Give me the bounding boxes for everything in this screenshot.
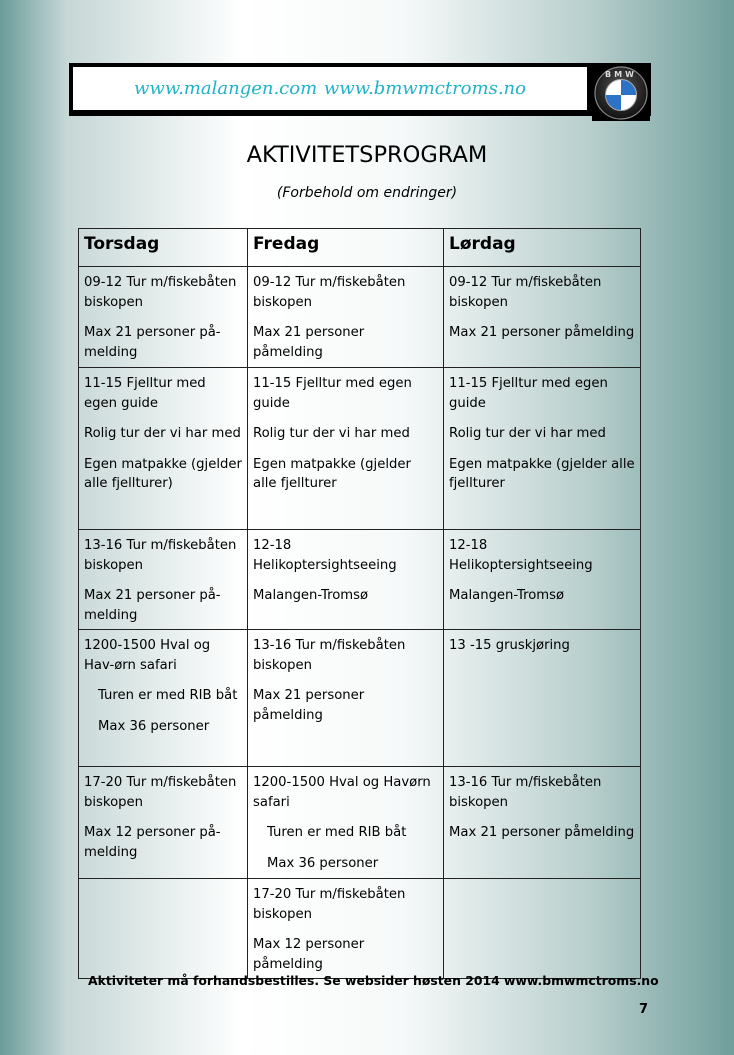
schedule-cell bbox=[79, 368, 248, 530]
schedule-body bbox=[79, 267, 641, 979]
activity-line: Rolig tur der vi har med bbox=[84, 426, 241, 441]
table-row bbox=[79, 267, 641, 368]
activity-line: Egen matpakke (gjelder alle fjellturer) bbox=[84, 456, 242, 491]
activity-line: Max 21 personer påmelding bbox=[449, 825, 635, 840]
activity-line: Malangen-Tromsø bbox=[253, 588, 369, 603]
activity-line: Max 21 personer på-melding bbox=[84, 325, 221, 360]
day-header: Lørdag bbox=[444, 229, 641, 267]
schedule-cell bbox=[444, 267, 641, 368]
activity-line: Rolig tur der vi har med bbox=[449, 426, 606, 441]
activity-line: 1200-1500 Hval og Hav-ørn safari bbox=[84, 638, 211, 673]
footer-note: Aktiviteter må forhandsbestilles. Se websider høsten 2014 www.bmwmctroms.no bbox=[88, 973, 659, 988]
activity-line: Max 12 personer påmelding bbox=[253, 937, 365, 972]
activity-line: Max 21 personer påmelding bbox=[449, 325, 635, 340]
schedule-cell bbox=[444, 879, 641, 979]
schedule-cell bbox=[248, 530, 444, 630]
page-number: 7 bbox=[639, 1002, 649, 1017]
bmw-logo-icon bbox=[592, 64, 650, 121]
activity-line: 13-16 Tur m/fiskebåten biskopen bbox=[449, 775, 602, 810]
activity-line: Malangen-Tromsø bbox=[449, 588, 565, 603]
activity-line: Max 36 personer bbox=[98, 718, 210, 734]
activity-line: Max 12 personer på-melding bbox=[84, 825, 221, 860]
activity-line: 11-15 Fjelltur med egen guide bbox=[84, 376, 206, 411]
activity-line: 13 -15 gruskjøring bbox=[449, 638, 570, 653]
table-row bbox=[79, 630, 641, 767]
activity-line: 13-16 Tur m/fiskebåten biskopen bbox=[84, 538, 237, 573]
activity-line: Turen er med RIB båt bbox=[98, 688, 238, 703]
activity-line: Max 21 personer påmelding bbox=[253, 325, 365, 360]
banner-links: www.malangen.com www.bmwmctroms.no bbox=[73, 67, 587, 110]
activity-line: 13-16 Tur m/fiskebåten biskopen bbox=[253, 638, 406, 673]
schedule-cell bbox=[79, 767, 248, 879]
activity-line: 09-12 Tur m/fiskebåten biskopen bbox=[449, 275, 602, 310]
activity-line: Egen matpakke (gjelder alle fjellturer bbox=[449, 456, 635, 491]
schedule-cell bbox=[79, 267, 248, 368]
activity-line: 17-20 Tur m/fiskebåten biskopen bbox=[253, 887, 406, 922]
header-row bbox=[79, 229, 641, 267]
activity-line: 17-20 Tur m/fiskebåten biskopen bbox=[84, 775, 237, 810]
day-header: Fredag bbox=[248, 229, 444, 267]
activity-line: 1200-1500 Hval og Havørn safari bbox=[253, 775, 431, 810]
table-row bbox=[79, 879, 641, 979]
activity-line: 12-18 Helikoptersightseeing bbox=[449, 538, 593, 573]
schedule-cell bbox=[79, 530, 248, 630]
logo-letters: BMW bbox=[605, 70, 637, 79]
schedule-cell bbox=[248, 630, 444, 767]
schedule-cell bbox=[248, 767, 444, 879]
table-row bbox=[79, 530, 641, 630]
header-banner bbox=[69, 63, 651, 116]
schedule-cell bbox=[444, 368, 641, 530]
activity-line: Max 21 personer på-melding bbox=[84, 588, 221, 623]
page-subtitle: (Forbehold om endringer) bbox=[276, 185, 458, 201]
activity-line: 09-12 Tur m/fiskebåten biskopen bbox=[253, 275, 406, 310]
activity-line: Max 21 personer påmelding bbox=[253, 688, 365, 723]
schedule-cell bbox=[79, 879, 248, 979]
schedule-table bbox=[78, 228, 641, 979]
activity-line: 12-18 Helikoptersightseeing bbox=[253, 538, 397, 573]
schedule-cell bbox=[444, 630, 641, 767]
schedule-cell bbox=[444, 767, 641, 879]
activity-line: Egen matpakke (gjelder alle fjellturer bbox=[253, 456, 411, 491]
schedule-cell bbox=[248, 368, 444, 530]
activity-line: Max 36 personer bbox=[267, 855, 379, 871]
schedule-cell bbox=[248, 879, 444, 979]
table-row bbox=[79, 767, 641, 879]
schedule-cell bbox=[444, 530, 641, 630]
activity-line: 11-15 Fjelltur med egen guide bbox=[449, 376, 608, 411]
schedule-cell bbox=[79, 630, 248, 767]
activity-line: Turen er med RIB båt bbox=[267, 825, 407, 840]
activity-line: 09-12 Tur m/fiskebåten biskopen bbox=[84, 275, 237, 310]
table-row bbox=[79, 368, 641, 530]
day-header: Torsdag bbox=[79, 229, 248, 267]
activity-line: Rolig tur der vi har med bbox=[253, 426, 410, 441]
schedule-cell bbox=[248, 267, 444, 368]
page-title: AKTIVITETSPROGRAM bbox=[246, 142, 488, 168]
activity-line: 11-15 Fjelltur med egen guide bbox=[253, 376, 412, 411]
